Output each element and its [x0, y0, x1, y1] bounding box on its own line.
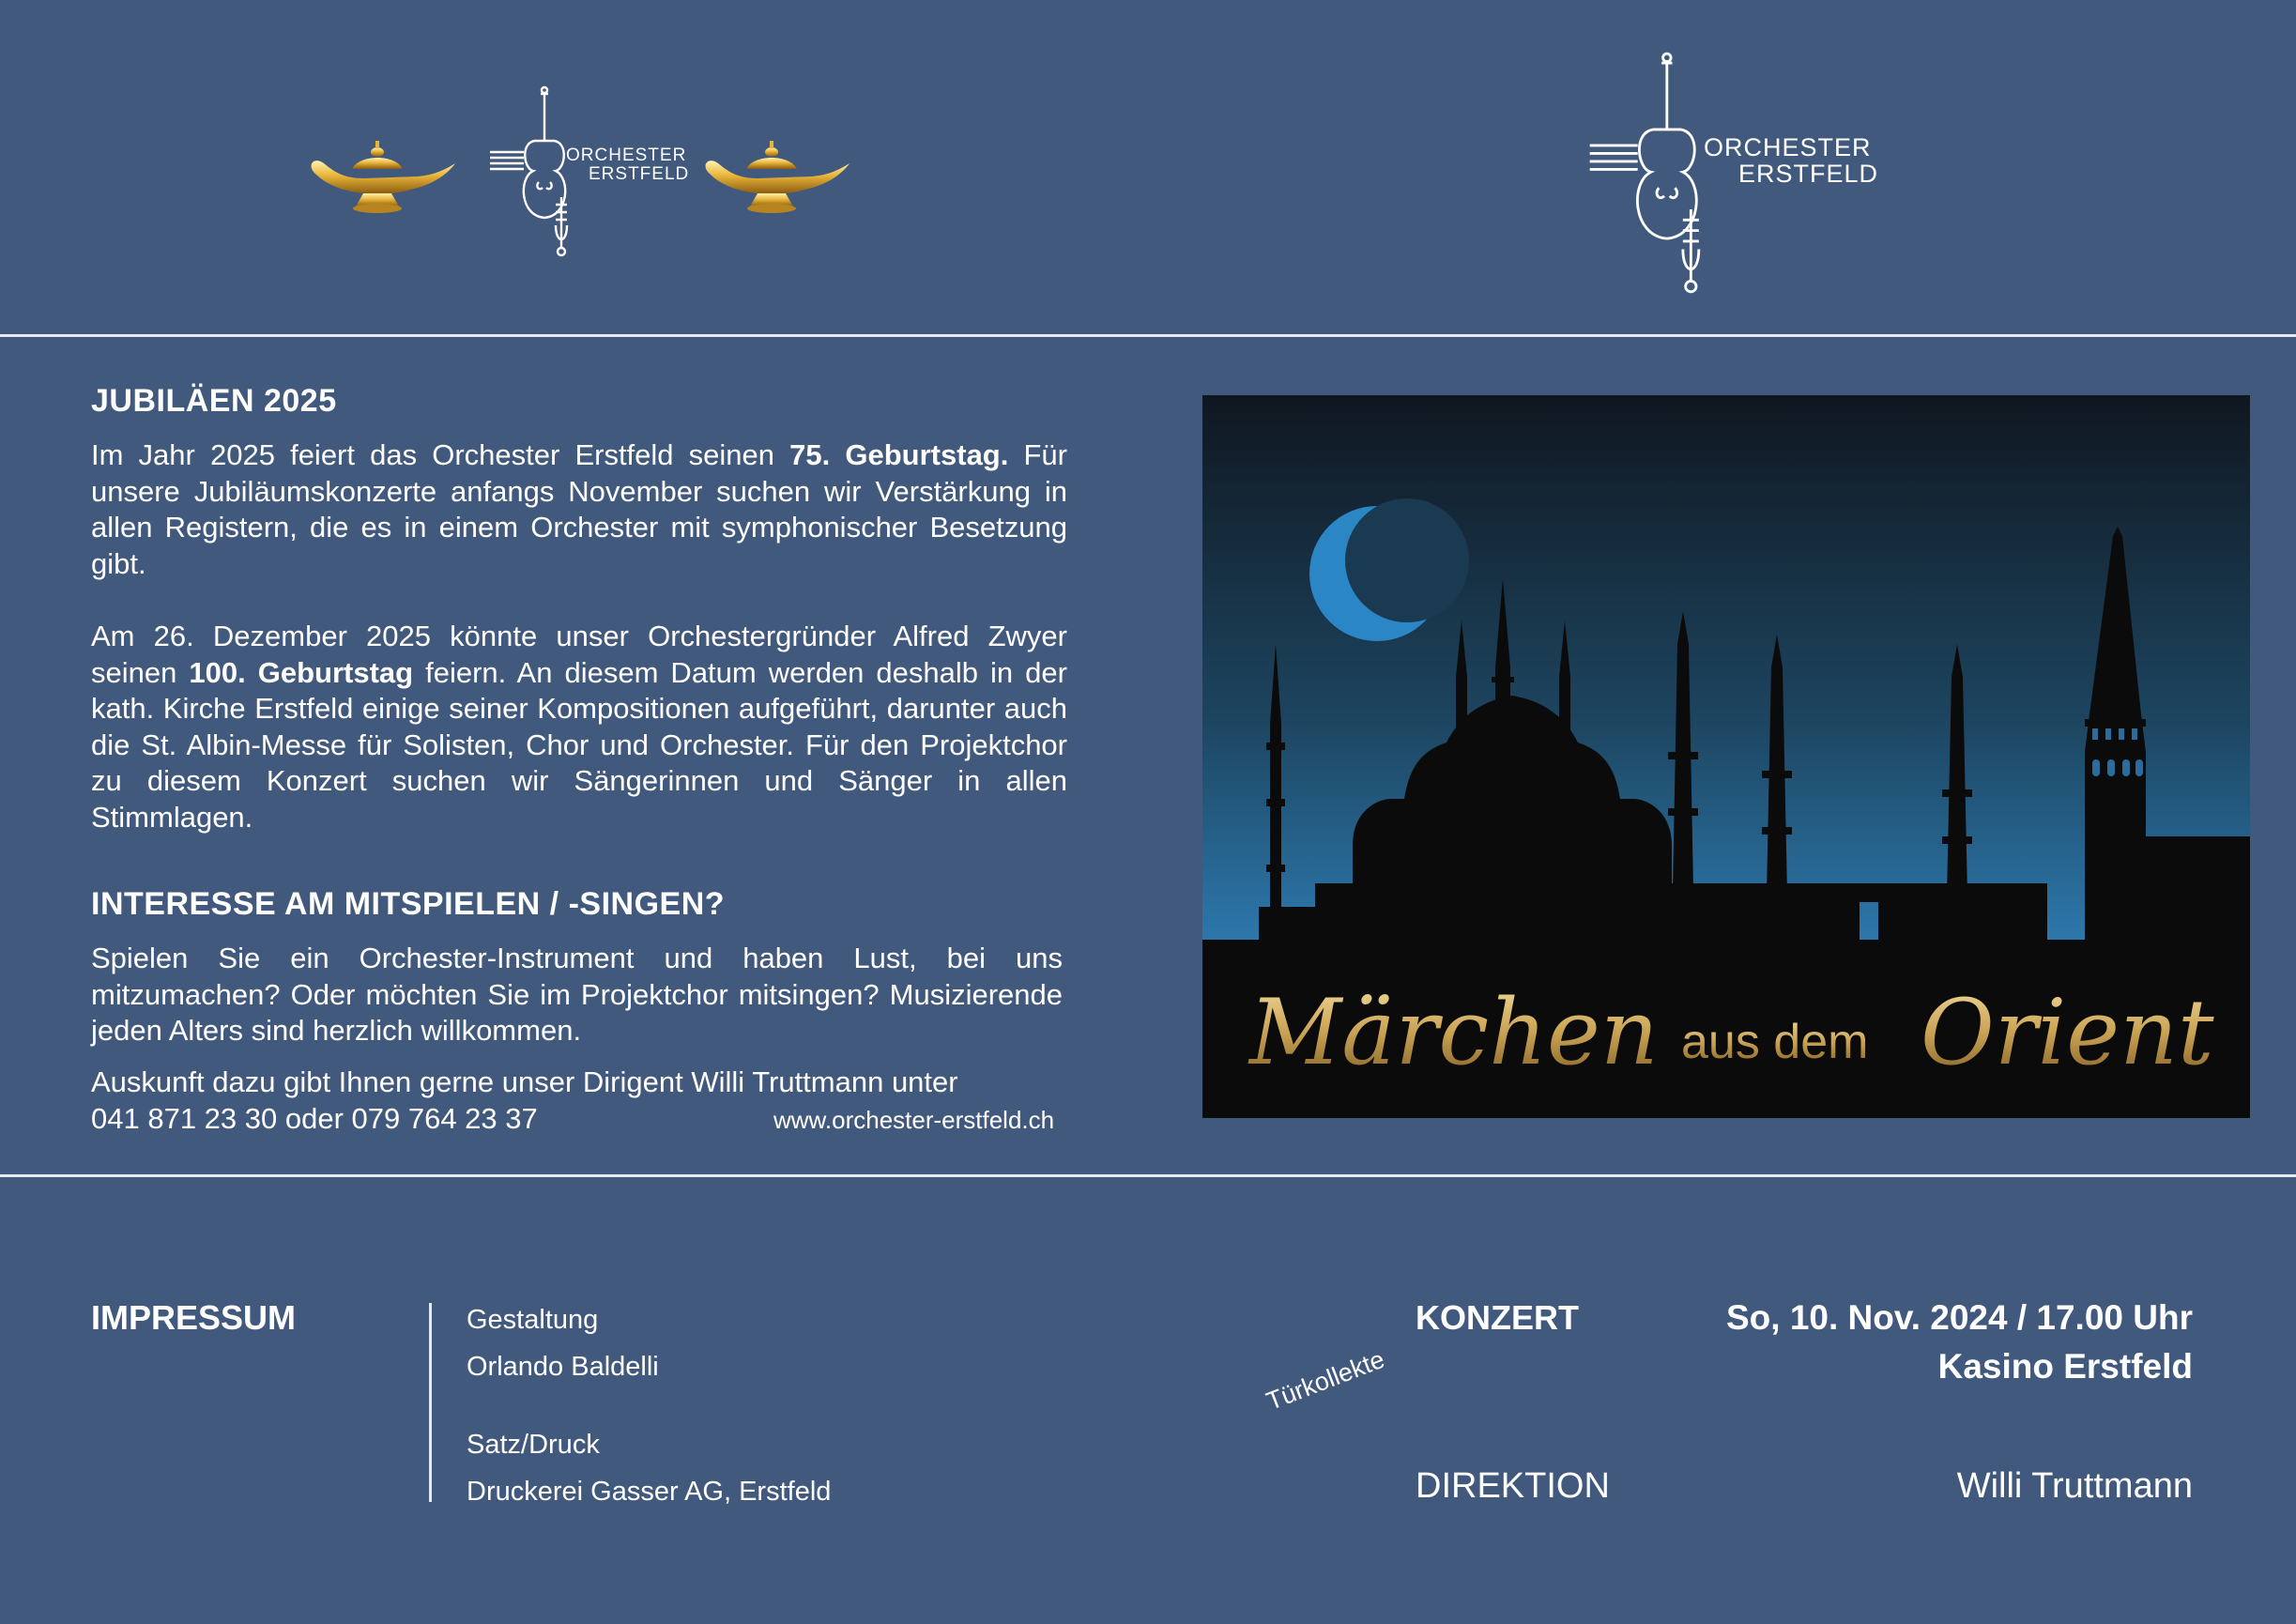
- print-value: Druckerei Gasser AG, Erstfeld: [467, 1477, 832, 1507]
- poster-image: [1202, 395, 2250, 1118]
- website-link[interactable]: www.orchester-erstfeld.ch: [773, 1106, 1055, 1134]
- logo-small-line1: ORCHESTER: [566, 146, 687, 165]
- paragraph-jubilaeum-100: [91, 619, 1067, 836]
- logo-small-text: [566, 146, 689, 184]
- impressum-label: IMPRESSUM: [91, 1298, 297, 1337]
- print-label: Satz/Druck: [467, 1430, 600, 1460]
- poster-title-orient: Orient: [1921, 980, 2214, 1085]
- section-heading-interesse: INTERESSE AM MITSPIELEN / -SINGEN?: [91, 886, 726, 922]
- paragraph-jubilaeum-75: [91, 437, 1067, 582]
- poster-title-maerchen: Märchen: [1249, 980, 1659, 1085]
- magic-lamp-icon: [699, 131, 854, 221]
- logo-small-line2: ERSTFELD: [589, 163, 690, 184]
- logo-large-line1: ORCHESTER: [1704, 133, 1872, 161]
- logo-large-text: [1704, 134, 1878, 188]
- section-heading-jubilaeen: JUBILÄEN 2025: [91, 383, 337, 419]
- paragraph-text: Für unsere Jubiläumskonzerte anfangs November suchen wir Verstärkung in allen Registern, die es in einem Orchester mit symphonischer Besetzung gibt.: [91, 438, 1067, 580]
- top-divider: [0, 334, 2296, 337]
- collection-note: Türkollekte: [1263, 1344, 1389, 1417]
- highlight-100: 100. Geburtstag: [189, 655, 414, 689]
- concert-place: Kasino Erstfeld: [1937, 1347, 2193, 1386]
- highlight-75: 75. Geburtstag.: [789, 438, 1009, 471]
- magic-lamp-icon: [305, 131, 460, 221]
- direction-value: Willi Truttmann: [1956, 1466, 2193, 1506]
- paragraph-text: Im Jahr 2025 feiert das Orchester Erstfeld seinen: [91, 438, 775, 471]
- concert-label: KONZERT: [1416, 1298, 1579, 1337]
- bottom-divider: [0, 1174, 2296, 1177]
- paragraph-text: feiern. An diesem Datum werden deshalb in der kath. Kirche Erstfeld einige seiner Kompositionen aufgeführt, darunter auch die St. Albin-Messe für Solisten, Chor und Orchester. Für den Projektchor zu diesem Konzert suchen wir Sängerinnen und Sänger in allen Stimmlagen.: [91, 655, 1067, 834]
- design-label: Gestaltung: [467, 1305, 599, 1335]
- impressum-divider: [429, 1303, 432, 1502]
- direction-label: DIREKTION: [1416, 1466, 1610, 1506]
- logo-large-line2: ERSTFELD: [1738, 160, 1879, 189]
- poster-title-aus-dem: aus dem: [1681, 1015, 1869, 1069]
- paragraph-mitspielen: Spielen Sie ein Orchester-Instrument und haben Lust, bei uns mitzumachen? Oder möchten Sie im Projektchor mitsingen? Musizierende jeden Alters sind herzlich willkommen.: [91, 942, 1063, 1048]
- concert-date: So, 10. Nov. 2024 / 17.00 Uhr: [1725, 1298, 2193, 1337]
- contact-phone: 041 871 23 30 oder 079 764 23 37: [91, 1102, 538, 1135]
- paragraph-auskunft: Auskunft dazu gibt Ihnen gerne unser Dirigent Willi Truttmann unter: [91, 1065, 958, 1098]
- paragraph-text: Am 26. Dezember 2025 könnte unser Orchestergründer Alfred Zwyer seinen: [91, 620, 1067, 689]
- design-value: Orlando Baldelli: [467, 1352, 659, 1382]
